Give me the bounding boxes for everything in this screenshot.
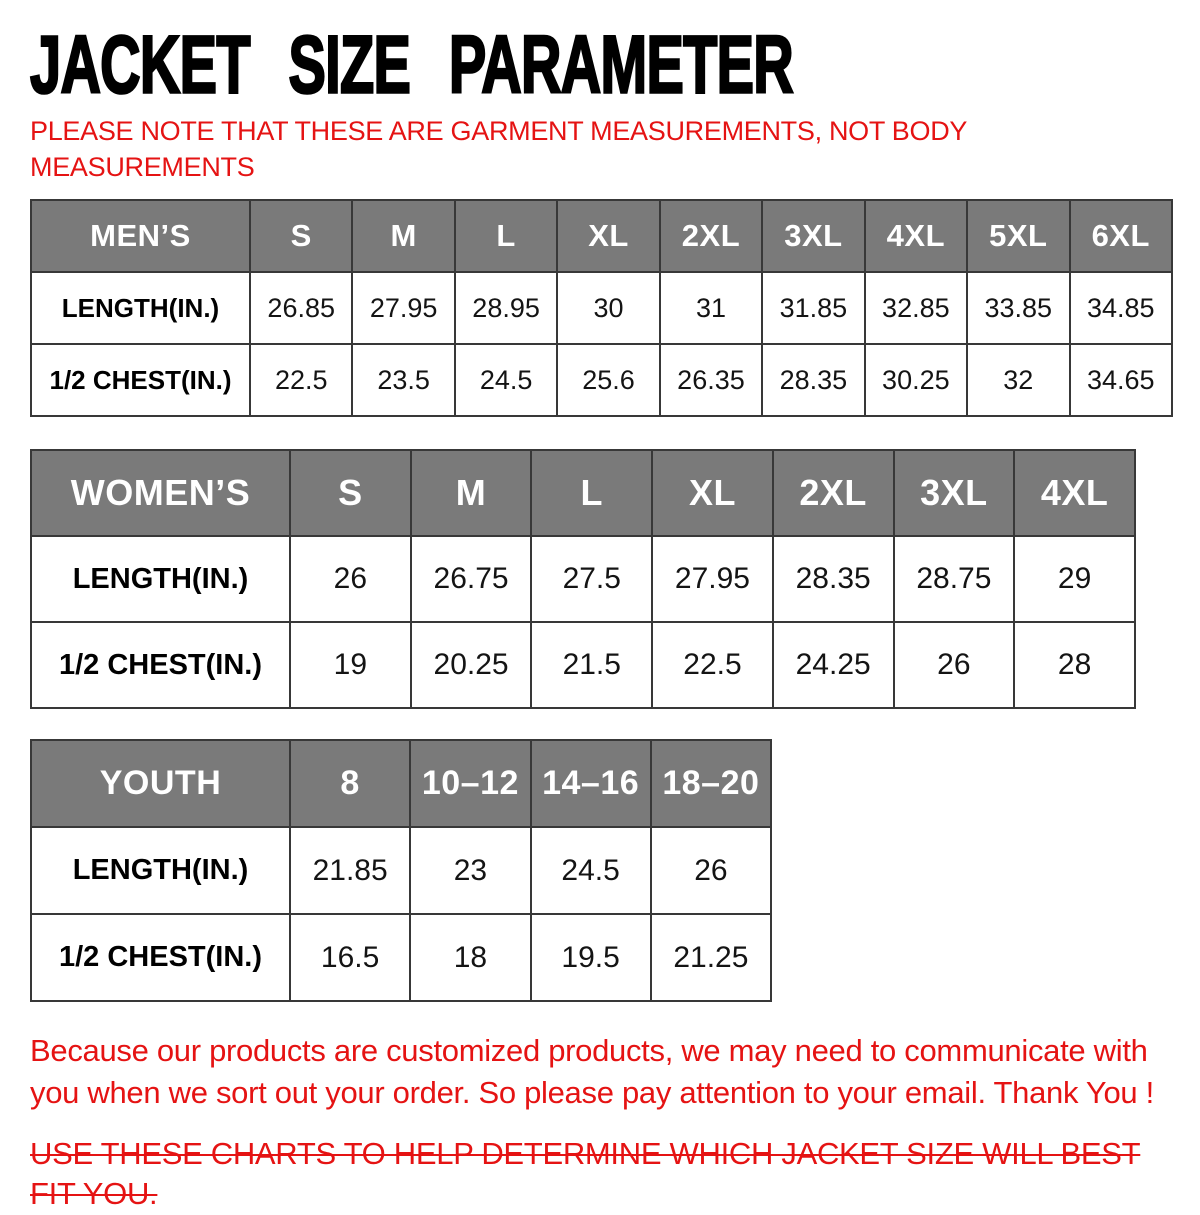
womens-measurement-value: 22.5 bbox=[652, 622, 773, 708]
womens-size-column-header: 3XL bbox=[894, 450, 1015, 536]
page-title: JACKET SIZE PARAMETER bbox=[30, 18, 794, 110]
youth-measurement-value: 21.85 bbox=[290, 827, 410, 914]
mens-measurement-value: 26.85 bbox=[250, 272, 352, 344]
youth-size-column-header: 10–12 bbox=[410, 740, 530, 827]
mens-size-table bbox=[30, 199, 1173, 417]
mens-measurement-value: 32.85 bbox=[865, 272, 967, 344]
youth-size-column-header: 14–16 bbox=[531, 740, 651, 827]
mens-size-column-header: 2XL bbox=[660, 200, 762, 272]
womens-measurement-value: 24.25 bbox=[773, 622, 894, 708]
mens-measurement-value: 33.85 bbox=[967, 272, 1069, 344]
mens-measurement-value: 34.85 bbox=[1070, 272, 1173, 344]
garment-measurement-note: PLEASE NOTE THAT THESE ARE GARMENT MEASUREMENTS, NOT BODY MEASUREMENTS bbox=[30, 116, 967, 182]
womens-measurement-value: 29 bbox=[1014, 536, 1135, 622]
mens-measurement-value: 32 bbox=[967, 344, 1069, 416]
youth-size-table bbox=[30, 739, 772, 1002]
mens-size-column-header: XL bbox=[557, 200, 659, 272]
mens-measurement-value: 31.85 bbox=[762, 272, 864, 344]
womens-size-column-header: S bbox=[290, 450, 411, 536]
youth-measurement-value: 19.5 bbox=[531, 914, 651, 1001]
youth-data-row bbox=[31, 914, 771, 1001]
youth-measurement-value: 23 bbox=[410, 827, 530, 914]
youth-measurement-value: 24.5 bbox=[531, 827, 651, 914]
mens-header-row bbox=[31, 200, 1172, 272]
womens-measurement-value: 27.5 bbox=[531, 536, 652, 622]
customization-contact-note: Because our products are customized products, we may need to communicate with you when we sort out your order. So please pay attention to your email. Thank You ! bbox=[30, 1033, 1154, 1111]
youth-measurement-value: 26 bbox=[651, 827, 771, 914]
mens-data-row bbox=[31, 344, 1172, 416]
womens-measurement-value: 28 bbox=[1014, 622, 1135, 708]
mens-size-column-header: M bbox=[352, 200, 454, 272]
youth-data-row bbox=[31, 827, 771, 914]
mens-measurement-value: 23.5 bbox=[352, 344, 454, 416]
youth-row-label: LENGTH(IN.) bbox=[31, 827, 290, 914]
youth-table-title: YOUTH bbox=[31, 740, 290, 827]
mens-measurement-value: 27.95 bbox=[352, 272, 454, 344]
youth-measurement-value: 21.25 bbox=[651, 914, 771, 1001]
womens-data-row bbox=[31, 536, 1135, 622]
womens-row-label: LENGTH(IN.) bbox=[31, 536, 290, 622]
womens-size-column-header: L bbox=[531, 450, 652, 536]
mens-measurement-value: 28.95 bbox=[455, 272, 557, 344]
youth-size-column-header: 18–20 bbox=[651, 740, 771, 827]
youth-header-row bbox=[31, 740, 771, 827]
womens-size-column-header: 4XL bbox=[1014, 450, 1135, 536]
womens-header-row bbox=[31, 450, 1135, 536]
womens-table-title: WOMEN’S bbox=[31, 450, 290, 536]
youth-row-label: 1/2 CHEST(IN.) bbox=[31, 914, 290, 1001]
mens-measurement-value: 34.65 bbox=[1070, 344, 1173, 416]
mens-size-column-header: 4XL bbox=[865, 200, 967, 272]
mens-size-column-header: L bbox=[455, 200, 557, 272]
mens-measurement-value: 30 bbox=[557, 272, 659, 344]
mens-measurement-value: 31 bbox=[660, 272, 762, 344]
womens-size-column-header: XL bbox=[652, 450, 773, 536]
womens-data-row bbox=[31, 622, 1135, 708]
mens-size-column-header: 6XL bbox=[1070, 200, 1173, 272]
mens-row-label: 1/2 CHEST(IN.) bbox=[31, 344, 250, 416]
mens-row-label: LENGTH(IN.) bbox=[31, 272, 250, 344]
mens-table-title: MEN’S bbox=[31, 200, 250, 272]
youth-measurement-value: 18 bbox=[410, 914, 530, 1001]
womens-measurement-value: 26 bbox=[894, 622, 1015, 708]
mens-measurement-value: 26.35 bbox=[660, 344, 762, 416]
mens-measurement-value: 30.25 bbox=[865, 344, 967, 416]
womens-measurement-value: 28.35 bbox=[773, 536, 894, 622]
womens-measurement-value: 20.25 bbox=[411, 622, 532, 708]
womens-measurement-value: 28.75 bbox=[894, 536, 1015, 622]
womens-measurement-value: 21.5 bbox=[531, 622, 652, 708]
mens-size-column-header: S bbox=[250, 200, 352, 272]
youth-size-column-header: 8 bbox=[290, 740, 410, 827]
mens-measurement-value: 24.5 bbox=[455, 344, 557, 416]
mens-measurement-value: 22.5 bbox=[250, 344, 352, 416]
mens-measurement-value: 25.6 bbox=[557, 344, 659, 416]
youth-measurement-value: 16.5 bbox=[290, 914, 410, 1001]
mens-measurement-value: 28.35 bbox=[762, 344, 864, 416]
chart-usage-note: USE THESE CHARTS TO HELP DETERMINE WHICH JACKET SIZE WILL BEST FIT YOU. bbox=[30, 1135, 1141, 1212]
mens-data-row bbox=[31, 272, 1172, 344]
mens-size-column-header: 5XL bbox=[967, 200, 1069, 272]
mens-size-column-header: 3XL bbox=[762, 200, 864, 272]
womens-size-column-header: 2XL bbox=[773, 450, 894, 536]
womens-size-table bbox=[30, 449, 1136, 709]
womens-measurement-value: 27.95 bbox=[652, 536, 773, 622]
womens-measurement-value: 19 bbox=[290, 622, 411, 708]
womens-size-column-header: M bbox=[411, 450, 532, 536]
womens-measurement-value: 26.75 bbox=[411, 536, 532, 622]
womens-row-label: 1/2 CHEST(IN.) bbox=[31, 622, 290, 708]
womens-measurement-value: 26 bbox=[290, 536, 411, 622]
